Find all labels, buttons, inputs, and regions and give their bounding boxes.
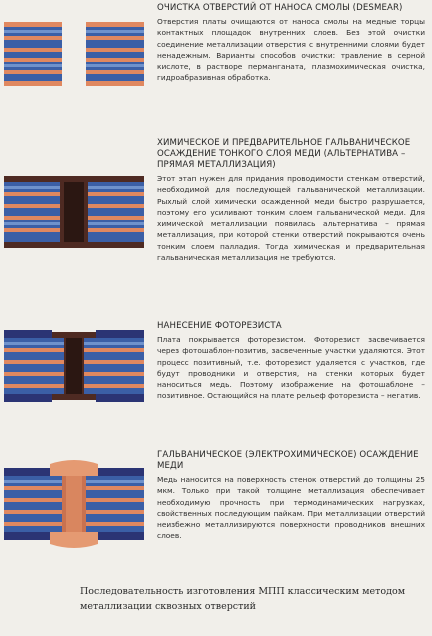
pcb-right-half xyxy=(86,22,144,86)
figure-caption: Последовательность изготовления МПП классическим методом металлизации сквозных отверстий xyxy=(80,586,406,612)
pcb-cross-section-galvanic-copper-illustration xyxy=(4,458,144,550)
section-body: Отверстия платы очищаются от наноса смолы на медные торцы контактных площадок внутренних слоев. Без этой очистки соединение металлизации отверстия с внутренними слоями будет ненадежным. Варианты способов очистки: травление в серной кислоте, в растворе перманганата, плазмохимическая очистка, гидроабразивная обработка. xyxy=(157,17,425,83)
section-body: Медь наносится на поверхность стенок отверстий до толщины 25 мкм. Только при такой толщине металлизация обеспечивает необходимую прочность при термодинамических нагрузках, свойственных последующим пайкам. При металлизации отверстий неизбежно металлизируются поверхности проводников внешних слоев. xyxy=(157,475,425,541)
pcb-left-half xyxy=(4,22,62,86)
section-body: Плата покрывается фоторезистом. Фоторезист засвечивается через фотошаблон-позитив, засвеченные участки удаляются. Этот процесс позитивный, т.е. фоторезист удаляется с участков, где будут проводники и отверстия, на стенки которых будет наноситься медь. Поэтому изображение на фотошаблоне – позитивное. Остающийся на плате рельеф фоторезиста – негатив. xyxy=(157,335,425,401)
section-text xyxy=(157,3,425,84)
section-text xyxy=(157,321,425,402)
section-text xyxy=(157,138,425,263)
section-heading: ОЧИСТКА ОТВЕРСТИЙ ОТ НАНОСА СМОЛЫ (DESMEAR) xyxy=(157,3,403,13)
pcb-cross-section-chemical-copper-illustration xyxy=(4,166,144,258)
section-heading: НАНЕСЕНИЕ ФОТОРЕЗИСТА xyxy=(157,321,282,331)
section-body: Этот этап нужен для придания проводимости стенкам отверстий, необходимой для последующей гальванической металлизации. Рыхлый слой химически осажденной меди быстро разрушается, поэтому его усиливают тонким слоем гальванической меди. Для химической металлизации появилась альтернатива – прямая металлизация, при которой стенки отверстий покрываются очень тонким слоем палладия. Тогда химическая и предварительная гальваническая металлизация не требуются. xyxy=(157,174,425,263)
pcb-cross-section-photoresist-illustration xyxy=(4,320,144,412)
section-heading: ХИМИЧЕСКОЕ И ПРЕДВАРИТЕЛЬНОЕ ГАЛЬВАНИЧЕСКОЕ ОСАЖДЕНИЕ ТОНКОГО СЛОЯ МЕДИ (АЛЬТЕРНАТИВА – ПРЯМАЯ МЕТАЛЛИЗАЦИЯ) xyxy=(157,138,411,170)
section-heading: ГАЛЬВАНИЧЕСКОЕ (ЭЛЕКТРОХИМИЧЕСКОЕ) ОСАЖДЕНИЕ МЕДИ xyxy=(157,450,419,471)
pcb-cross-section-desmear-illustration xyxy=(4,8,144,100)
section-text xyxy=(157,450,425,542)
